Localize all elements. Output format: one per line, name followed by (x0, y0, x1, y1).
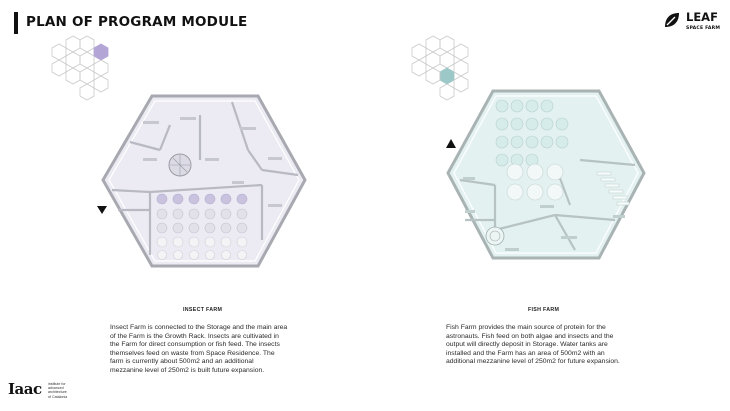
insect-key-highlight (94, 44, 108, 60)
insect-farm-title: INSECT FARM (183, 307, 223, 313)
fish-key-map (412, 36, 468, 100)
iaac-logo-text: institute for advanced architecture of Catalonia (48, 382, 68, 399)
insect-farm-panel (0, 0, 365, 374)
insect-hexagon-plan (97, 96, 305, 266)
entrance-arrow (446, 139, 456, 148)
iaac-logo-mark: Iaac (8, 380, 42, 398)
brand-name: LEAF (686, 10, 718, 24)
fish-farm-panel (365, 0, 730, 366)
fish-hexagon-plan (446, 91, 644, 258)
fish-farm-description: Fish Farm provides the main source of protein for the astronauts. Fish feed on both algae and insects and the output will directly deposit in Storage. Water tanks are installed and the Farm has an area of 500m2 with an additional mezzanine level of 250m2 for future expansion. (446, 324, 620, 366)
brand-subtitle: SPACE FARM (686, 26, 721, 31)
fish-farm-title: FISH FARM (528, 307, 560, 313)
page-title: PLAN OF PROGRAM MODULE (26, 14, 248, 30)
fish-key-highlight (440, 68, 454, 84)
iaac-logo (8, 380, 98, 402)
entrance-arrow (97, 206, 107, 214)
insect-farm-description: Insect Farm is connected to the Storage and the main area of the Farm is the Growth Rack. Insects are cultivated in the Farm for direct consumption or fish feed. The insects themselves feed on waste from Space Residence. The farm is currently about 500m2 and an additional mezzanine level of 250m2 is built future expansion. (110, 324, 288, 374)
insect-key-map (52, 36, 108, 100)
fish-farm-drawing (365, 0, 730, 300)
insect-farm-drawing (0, 0, 365, 300)
